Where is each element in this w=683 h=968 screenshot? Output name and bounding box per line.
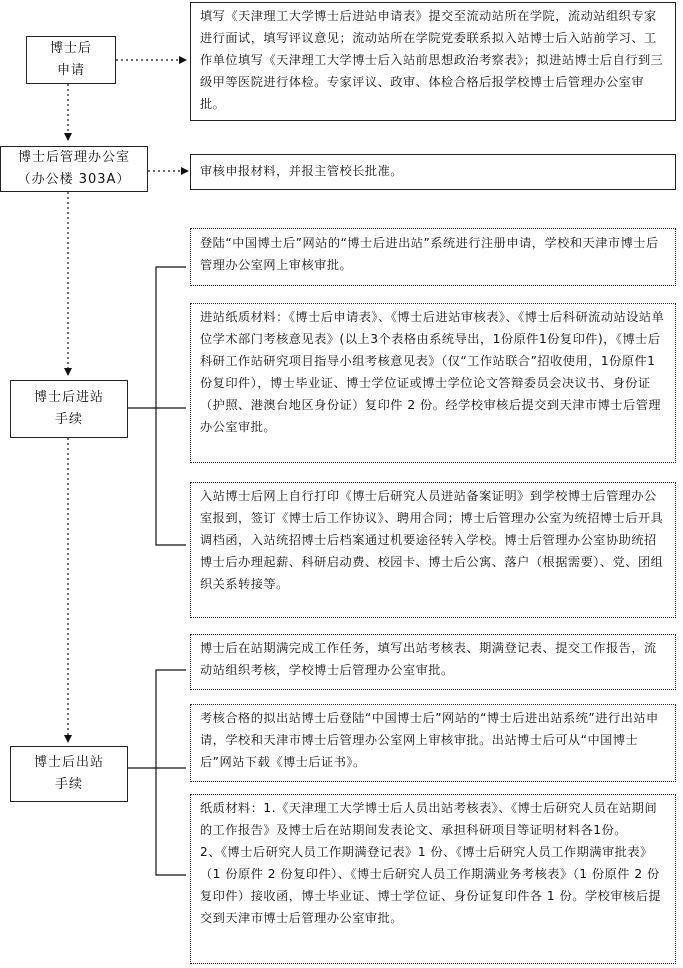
note-entry-register: 登陆“中国博士后”网站的“博士后进出站”系统进行注册申请，学校和天津市博士后管理办公室网上审核审批。 — [190, 228, 676, 286]
stage-exit-line1: 博士后出站 — [33, 755, 104, 770]
stage-exit-line2: 手续 — [54, 777, 83, 792]
stage-office — [0, 146, 148, 192]
stage-entry-line1: 博士后进站 — [33, 390, 104, 405]
bracket-exit-top — [128, 670, 186, 768]
bracket-entry-top — [128, 267, 186, 408]
stage-office-line2: （办公楼 303A） — [17, 172, 131, 187]
note-exit-apply: 考核合格的拟出站博士后登陆“中国博士后”网站的“博士后进出站系统”进行出站申请，学校和天津市博士后管理办公室网上审核审批。出站博士后可从“中国博士后”网站下载《博士后证书》。 — [190, 704, 676, 782]
stage-entry — [10, 380, 128, 438]
bracket-exit-bottom — [156, 768, 186, 875]
bracket-entry-bottom — [156, 408, 186, 545]
stage-exit — [10, 746, 128, 802]
note-office: 审核申报材料，并报主管校长批准。 — [190, 154, 676, 190]
stage-apply-line1: 博士后 — [49, 41, 92, 56]
stage-apply — [26, 36, 116, 84]
stage-entry-line2: 手续 — [54, 412, 83, 427]
note-entry-report: 入站博士后网上自行打印《博士后研究人员进站备案证明》到学校博士后管理办公室报到，签订《博士后工作协议》、聘用合同；博士后管理办公室为统招博士后开具调档函，入站统招博士后档案通过机要途径转入学校。博士后管理办公室协助统招博士后办理起薪、科研启动费、校园卡、博士后公寓、落户（根据需要）、党、团组织关系转接等。 — [190, 482, 676, 618]
note-apply: 填写《天津理工大学博士后进站申请表》提交至流动站所在学院，流动站组织专家进行面试，填写评议意见；流动站所在学院党委联系拟入站博士后入站前学习、工作单位填写《天津理工大学博士后入站前思想政治考察表》；拟进站博士后自行到三级甲等医院进行体检。专家评议、政审、体检合格后报学校博士后管理办公室审批。 — [190, 2, 676, 121]
note-exit-paper — [190, 794, 676, 964]
stage-office-line1: 博士后管理办公室 — [17, 150, 130, 165]
stage-apply-line2: 申请 — [56, 63, 85, 78]
note-exit-paper-item1: 纸质材料：1.《天津理工大学博士后人员出站考核表》、《博士后研究人员在站期间的工作报告》及博士后在站期间发表论文、承担科研项目等证明材料各1份。 — [200, 801, 658, 837]
note-exit-paper-item2: 2、《博士后研究人员工作期满登记表》1 份、《博士后研究人员工作期满审批表》（1 份原件 2 份复印件）、《博士后研究人员工作期满业务考核表》（1 份原件 2 份复印件）接收函，博士毕业证、博士学位证、身份证复印件各 1 份。学校审核后提交到天津市博士后管理办公室审批。 — [200, 845, 662, 925]
note-entry-paper: 进站纸质材料：《博士后申请表》、《博士后进站审核表》、《博士后科研流动站设站单位学术部门考核意见表》(以上3个表格由系统导出，1份原件1份复印件)，《博士后科研工作站研究项目指导小组考核意见表》（仅“工作站联合”招收使用，1份原件1份复印件），博士毕业证、博士学位证或博士学位论文答辩委员会决议书、身份证（护照、港澳台地区身份证）复印件 2 份。经学校审核后提交到天津市博士后管理办公室审批。 — [190, 303, 676, 463]
note-exit-assess: 博士后在站期满完成工作任务，填写出站考核表、期满登记表、提交工作报告，流动站组织考核，学校博士后管理办公室审批。 — [190, 634, 676, 690]
